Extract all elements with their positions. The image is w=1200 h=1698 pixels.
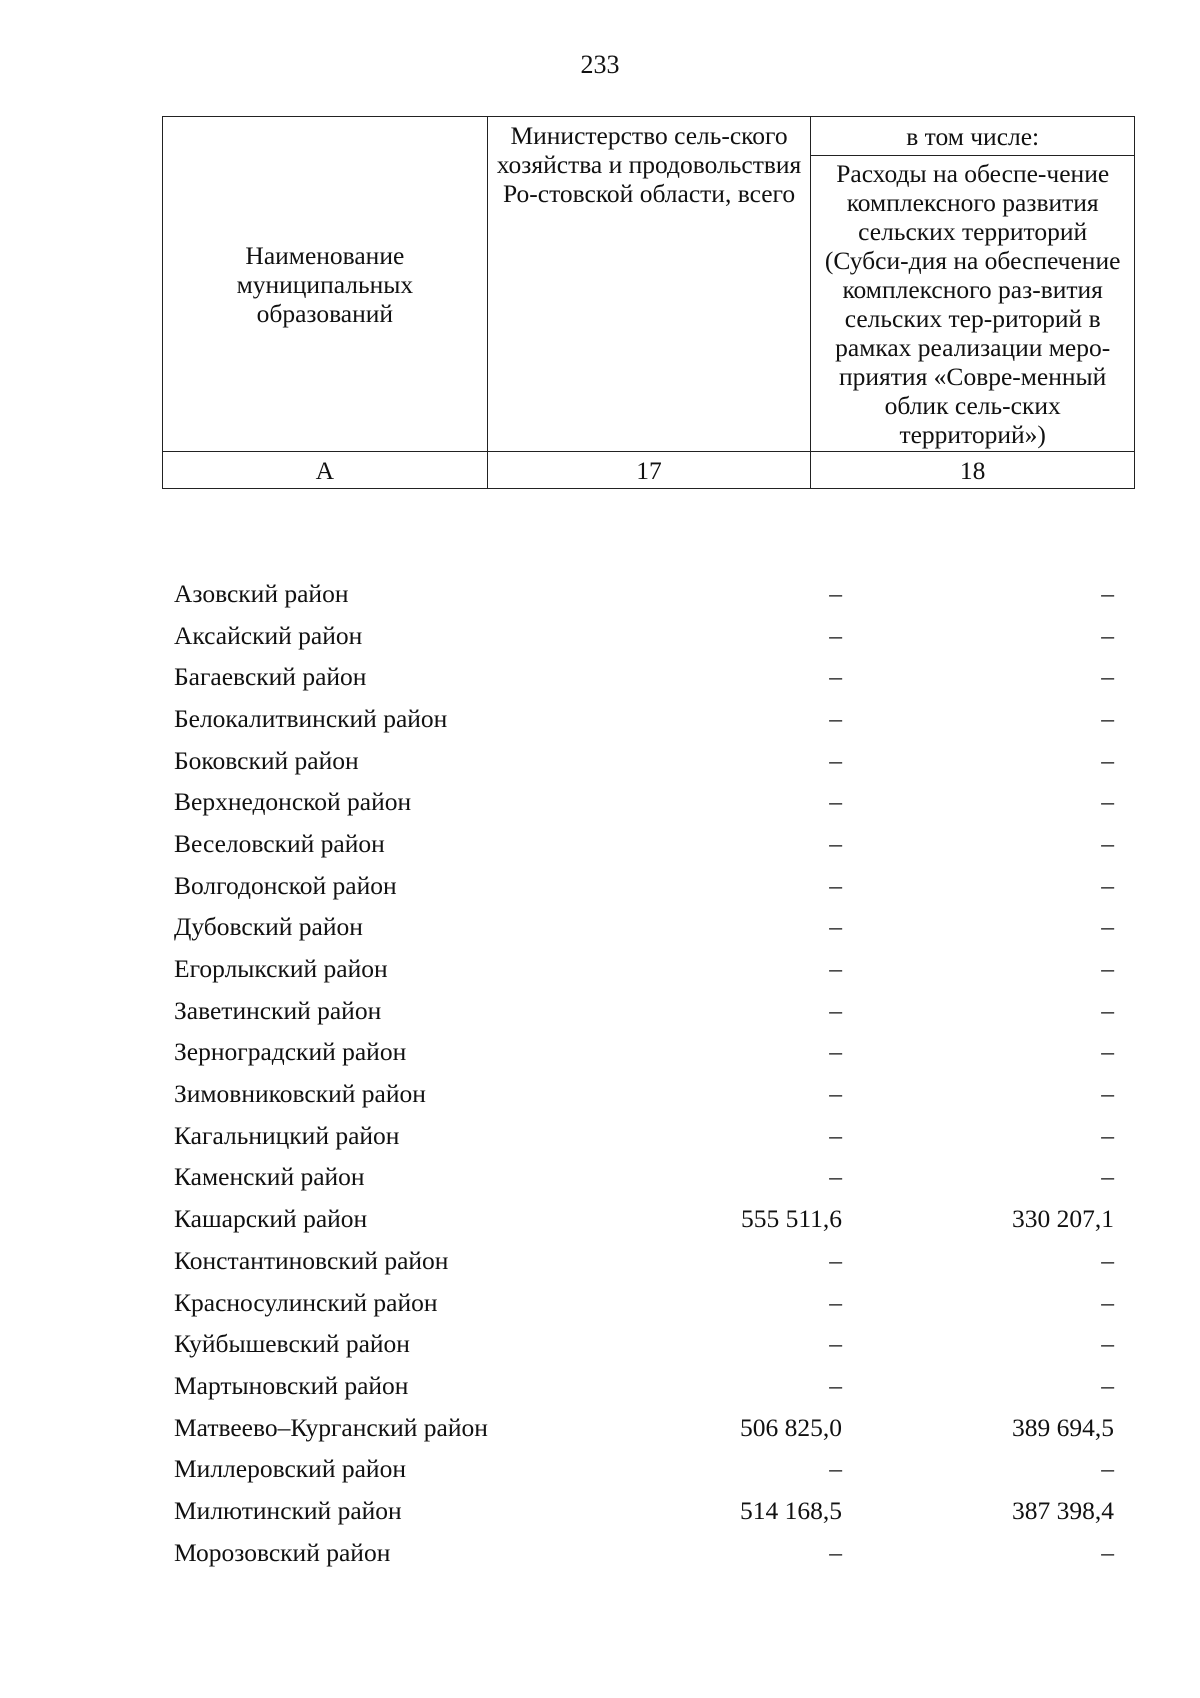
ministry-total-value: –	[829, 745, 842, 775]
rural-development-value: –	[1101, 787, 1114, 817]
rural-development-value: –	[1101, 1245, 1114, 1275]
table-row	[162, 1240, 1135, 1282]
municipality-name: Кагальницкий район	[174, 1120, 400, 1150]
ministry-total-value: –	[829, 828, 842, 858]
rural-development-value: –	[1101, 870, 1114, 900]
municipality-name: Миллеровский район	[174, 1454, 406, 1484]
municipality-name: Аксайский район	[174, 620, 363, 650]
page-number: 233	[580, 50, 620, 79]
rural-development-value: –	[1101, 1162, 1114, 1192]
municipality-name: Каменский район	[174, 1162, 365, 1192]
ministry-total-value: –	[829, 1537, 842, 1567]
rural-development-value: –	[1101, 954, 1114, 984]
index-col-17: 17	[487, 452, 811, 489]
rural-development-value: –	[1101, 1454, 1114, 1484]
municipality-name: Волгодонской район	[174, 870, 397, 900]
table-row	[162, 698, 1135, 740]
municipality-name: Константиновский район	[174, 1245, 449, 1275]
header-including: в том числе:	[811, 117, 1135, 156]
ministry-total-value: –	[829, 1454, 842, 1484]
table-row	[162, 1282, 1135, 1324]
ministry-total-value: –	[829, 578, 842, 608]
table-row	[162, 1407, 1135, 1449]
table-row	[162, 823, 1135, 865]
rural-development-value: –	[1101, 1329, 1114, 1359]
municipality-name: Боковский район	[174, 745, 359, 775]
rural-development-value: –	[1101, 1287, 1114, 1317]
ministry-total-value: 514 168,5	[740, 1495, 842, 1525]
ministry-total-value: –	[829, 620, 842, 650]
municipality-name: Дубовский район	[174, 912, 363, 942]
ministry-total-value: –	[829, 1329, 842, 1359]
table-row	[162, 781, 1135, 823]
table-row	[162, 990, 1135, 1032]
municipality-name: Верхнедонской район	[174, 787, 412, 817]
municipality-name: Милютинский район	[174, 1495, 402, 1525]
table-row	[162, 615, 1135, 657]
municipality-name: Красносулинский район	[174, 1287, 438, 1317]
rural-development-value: –	[1101, 662, 1114, 692]
municipality-name: Морозовский район	[174, 1537, 391, 1567]
rural-development-value: 389 694,5	[1012, 1412, 1114, 1442]
table-row	[162, 1073, 1135, 1115]
ministry-total-value: –	[829, 954, 842, 984]
ministry-total-value: –	[829, 1245, 842, 1275]
ministry-total-value: –	[829, 1120, 842, 1150]
rural-development-value: 387 398,4	[1012, 1495, 1114, 1525]
municipality-name: Багаевский район	[174, 662, 367, 692]
ministry-total-value: 506 825,0	[740, 1412, 842, 1442]
table-row	[162, 740, 1135, 782]
table-row	[162, 1157, 1135, 1199]
table-row	[162, 1365, 1135, 1407]
table-header	[162, 116, 1135, 489]
table-row	[162, 573, 1135, 615]
rural-development-value: –	[1101, 620, 1114, 650]
table-row	[162, 1448, 1135, 1490]
municipality-name: Заветинский район	[174, 995, 382, 1025]
municipality-name: Зерноградский район	[174, 1037, 407, 1067]
rural-development-value: 330 207,1	[1012, 1204, 1114, 1234]
ministry-total-value: –	[829, 1162, 842, 1192]
rural-development-value: –	[1101, 912, 1114, 942]
ministry-total-value: –	[829, 787, 842, 817]
rural-development-value: –	[1101, 745, 1114, 775]
ministry-total-value: –	[829, 1037, 842, 1067]
index-col-18: 18	[811, 452, 1135, 489]
header-municipality: Наименование муниципальных образований	[163, 117, 488, 452]
table-body	[162, 573, 1135, 1574]
municipality-name: Егорлыкский район	[174, 954, 388, 984]
rural-development-value: –	[1101, 1120, 1114, 1150]
table-row	[162, 1115, 1135, 1157]
municipality-name: Веселовский район	[174, 828, 385, 858]
ministry-total-value: 555 511,6	[740, 1204, 842, 1234]
municipality-name: Куйбышевский район	[174, 1329, 410, 1359]
table-row	[162, 1490, 1135, 1532]
rural-development-value: –	[1101, 1537, 1114, 1567]
ministry-total-value: –	[829, 703, 842, 733]
ministry-total-value: –	[829, 995, 842, 1025]
table-row	[162, 1532, 1135, 1574]
table-row	[162, 1323, 1135, 1365]
municipality-name: Белокалитвинский район	[174, 703, 448, 733]
rural-development-value: –	[1101, 1370, 1114, 1400]
ministry-total-value: –	[829, 1370, 842, 1400]
table-row	[162, 907, 1135, 949]
municipality-name: Зимовниковский район	[174, 1079, 426, 1109]
table-row	[162, 1032, 1135, 1074]
table-row	[162, 948, 1135, 990]
rural-development-value: –	[1101, 703, 1114, 733]
rural-development-value: –	[1101, 578, 1114, 608]
municipality-name: Мартыновский район	[174, 1370, 409, 1400]
rural-development-value: –	[1101, 1037, 1114, 1067]
header-rural-development-expenses: Расходы на обеспе-чение комплексного развития сельских территорий (Субси-дия на обеспечение комплексного раз-вития сельских тер-риторий в рамках реализации меро-приятия «Совре-менный облик сель-ских территорий»)	[811, 156, 1135, 452]
table-row	[162, 656, 1135, 698]
municipality-name: Матвеево–Курганский район	[174, 1412, 488, 1442]
ministry-total-value: –	[829, 662, 842, 692]
index-col-a: А	[163, 452, 488, 489]
rural-development-value: –	[1101, 1079, 1114, 1109]
municipality-name: Кашарский район	[174, 1204, 368, 1234]
ministry-total-value: –	[829, 912, 842, 942]
table-row	[162, 865, 1135, 907]
header-ministry-total: Министерство сель-ского хозяйства и продовольствия Ро-стовской области, всего	[487, 117, 811, 452]
ministry-total-value: –	[829, 870, 842, 900]
ministry-total-value: –	[829, 1287, 842, 1317]
rural-development-value: –	[1101, 828, 1114, 858]
table-row	[162, 1198, 1135, 1240]
rural-development-value: –	[1101, 995, 1114, 1025]
municipality-name: Азовский район	[174, 578, 349, 608]
ministry-total-value: –	[829, 1079, 842, 1109]
